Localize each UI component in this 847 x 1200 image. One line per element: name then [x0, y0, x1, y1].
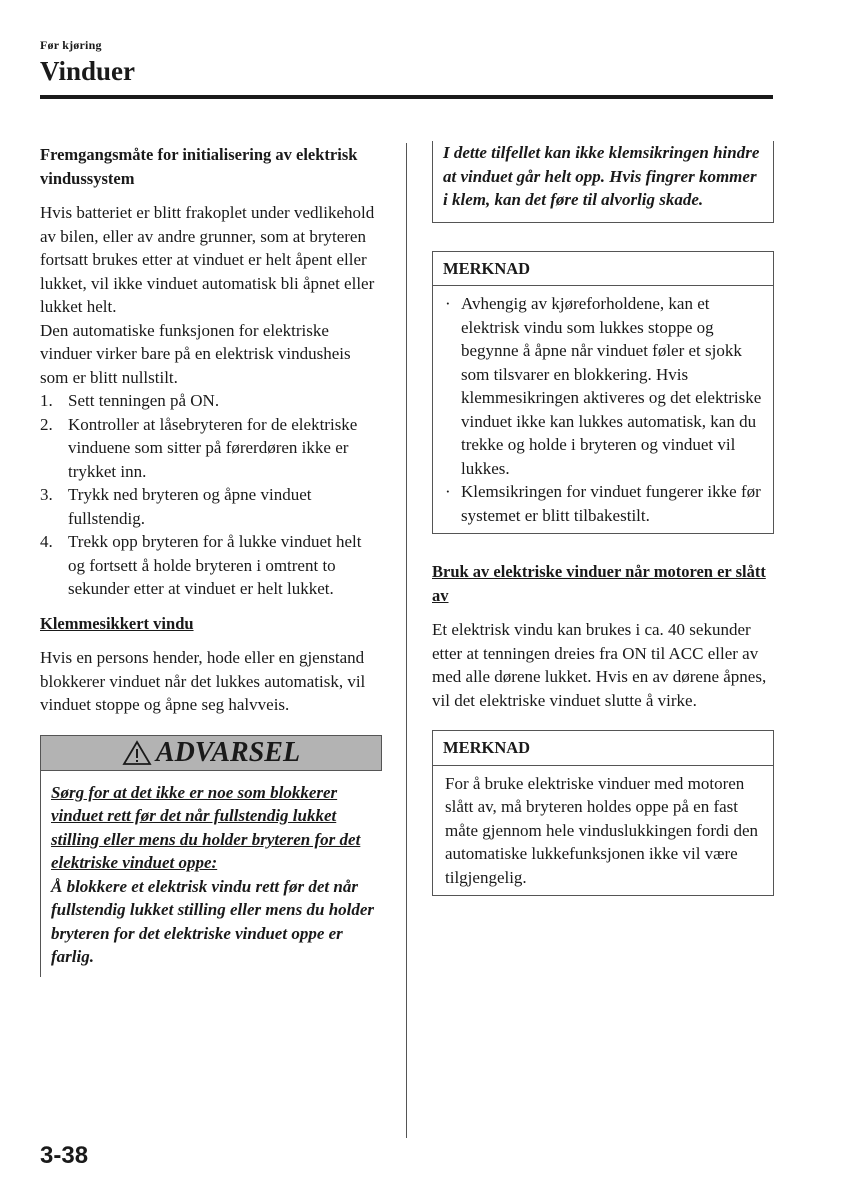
note-text: For å bruke elektriske vinduer med motoren slått av, må bryteren holdes oppe på en fast måte gjennom hele vinduslukkingen fordi den automatiske lukkefunksjonen ikke vil være tilgjengelig.: [445, 773, 759, 887]
note-title: MERKNAD: [433, 731, 773, 766]
paragraph-battery: Hvis batteriet er blitt frakoplet under vedlikehold av bilen, eller av andre grunner, som at bryteren fortsatt brukes etter at vinduet er helt åpent eller lukket, vil ikke vinduet automatisk bli åpnet eller lukket helt.: [40, 203, 375, 316]
left-column: [40, 143, 382, 977]
step-number: 1.: [40, 391, 53, 410]
list-item: [40, 389, 382, 413]
step-text: Sett tenningen på ON.: [68, 391, 220, 410]
paragraph-pinch-protection: Hvis en persons hender, hode eller en gjenstand blokkerer vinduet når det lukkes automatisk, vil vinduet stoppe og åpne seg halvveis.: [40, 648, 366, 714]
header-rule: [40, 95, 773, 99]
note-body: [433, 286, 773, 533]
list-item: [40, 530, 382, 601]
warning-header: [40, 735, 382, 771]
step-number: 4.: [40, 532, 53, 551]
step-number: 2.: [40, 414, 53, 434]
note-title: MERKNAD: [433, 252, 773, 287]
warning-body: [40, 771, 382, 977]
step-text: Trekk opp bryteren for å lukke vinduet helt og fortsett å holde bryteren i omtrent to sekunder etter at vinduet er helt lukket.: [68, 532, 362, 598]
paragraph-engine-off: Et elektrisk vindu kan brukes i ca. 40 sekunder etter at tenningen dreies fra ON til ACC eller av med alle dørene lukket. Hvis en av dørene åpnes, vil det elektriske vinduet slutte å virke.: [432, 620, 767, 710]
warning-box: [40, 735, 382, 977]
section-heading-engine-off: Bruk av elektriske vinduer når motoren er slått av: [432, 562, 766, 605]
page-number: 3-38: [40, 1142, 89, 1169]
warning-text: Å blokkere et elektrisk vindu rett før det når fullstendig lukket stilling eller mens du holder bryteren for det elektriske vinduet oppe er farlig.: [51, 876, 375, 966]
right-column: [432, 143, 774, 896]
list-item: [40, 413, 382, 484]
section-heading-initialization: Fremgangsmåte for initialisering av elektrisk vindussystem: [40, 145, 358, 188]
bullet-text: Avhengig av kjøreforholdene, kan et elektrisk vindu som lukkes stoppe og begynne å åpne når vinduet føler et sjokk som tilsvarer en blokkering. Hvis klemmesikringen aktiveres og det elektriske vinduet ikke kan lukkes automatisk, kan du trekke og holde i bryteren og vinduet vil lukkes.: [461, 294, 762, 478]
warning-continuation-text: I dette tilfellet kan ikke klemsikringen hindre at vinduet går helt opp. Hvis fingrer kommer i klem, kan det føre til alvorlig skade.: [443, 143, 760, 209]
bullet-text: Klemsikringen for vinduet fungerer ikke før systemet er blitt tilbakestilt.: [461, 482, 761, 525]
page-title: Vinduer: [40, 56, 136, 86]
step-number: 3.: [40, 485, 53, 504]
note-box-2: [432, 730, 774, 896]
column-divider: [406, 143, 407, 1138]
step-text: Kontroller at låsebryteren for de elektriske vinduene som sitter på førerdøren ikke er trykket inn.: [68, 414, 358, 481]
step-text: Trykk ned bryteren og åpne vinduet fullstendig.: [68, 485, 312, 528]
warning-underlined-text: Sørg for at det ikke er noe som blokkerer vinduet rett før det når fullstendig lukket stilling eller mens du holder bryteren for det elektriske vinduet oppe:: [51, 782, 361, 872]
note-body: [433, 766, 773, 896]
list-item: [40, 483, 382, 530]
list-item: [445, 480, 763, 527]
section-heading-pinch-protection: Klemmesikkert vindu: [40, 613, 194, 633]
warning-triangle-icon: [122, 740, 152, 766]
paragraph-auto-function: Den automatiske funksjonen for elektriske vinduer virker bare på en elektrisk vindusheis som er blitt nullstilt.: [40, 320, 351, 387]
header-kicker: Før kjøring: [40, 38, 102, 52]
list-item: [445, 292, 763, 480]
warning-title: ADVARSEL: [155, 736, 301, 768]
warning-continuation: [432, 141, 774, 223]
bullet-marker: ·: [445, 294, 451, 313]
bullet-marker: ·: [445, 482, 451, 501]
note-box-1: [432, 251, 774, 535]
steps-list: [40, 389, 382, 601]
